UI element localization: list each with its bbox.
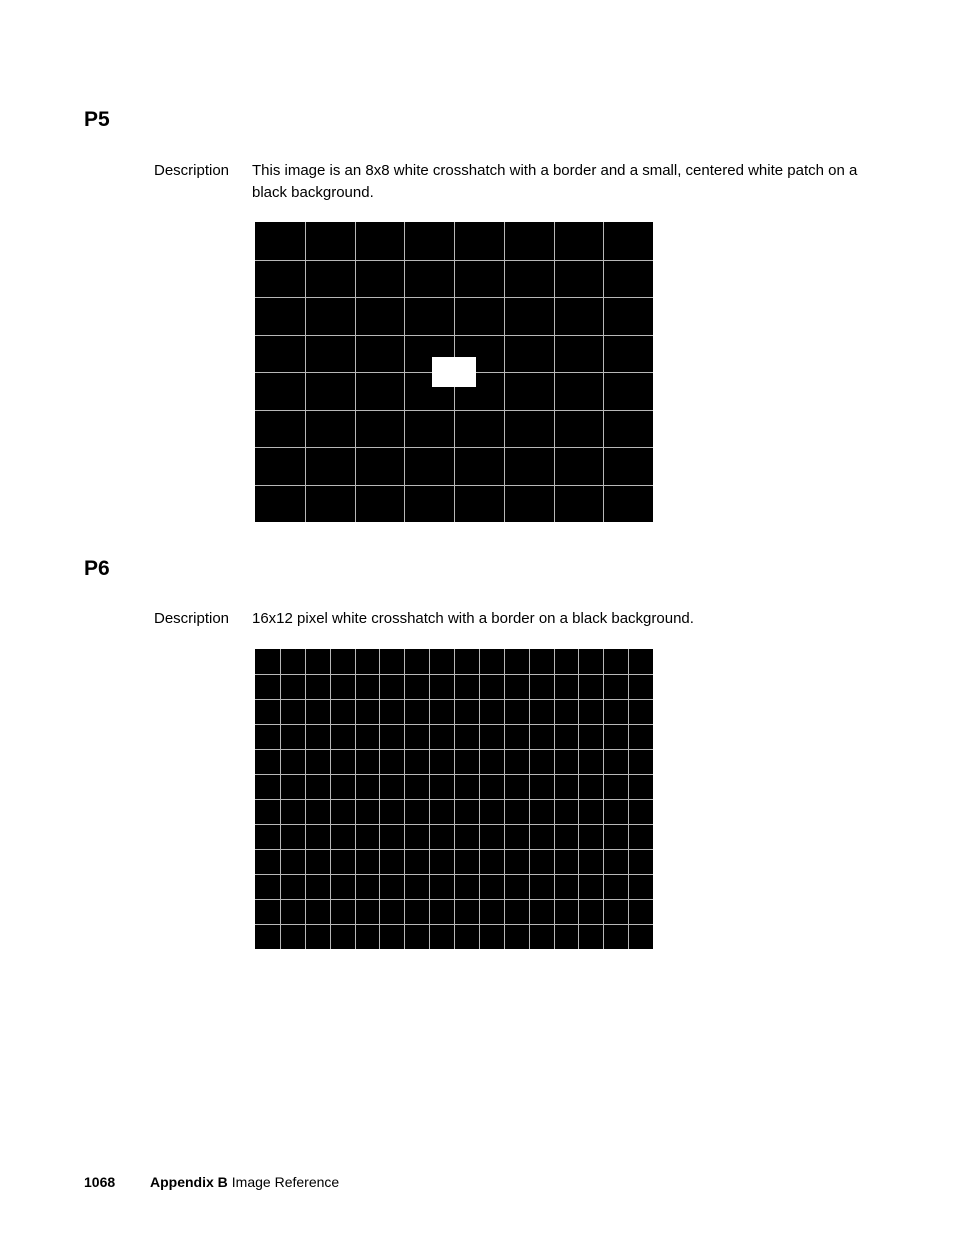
page-footer bbox=[84, 1173, 339, 1191]
crosshatch-image-p5 bbox=[255, 222, 653, 522]
description-text-p5: This image is an 8x8 white crosshatch with a border and a small, centered white patch on a black background. bbox=[252, 162, 858, 201]
center-patch bbox=[432, 357, 476, 387]
section-heading-p5: P5 bbox=[84, 108, 110, 131]
footer-appendix: Appendix B bbox=[150, 1174, 228, 1190]
footer-title: Image Reference bbox=[231, 1174, 340, 1190]
page-number: 1068 bbox=[84, 1174, 116, 1190]
crosshatch-image-p6 bbox=[255, 649, 653, 949]
description-label-p5: Description bbox=[154, 162, 230, 179]
description-text-p6: 16x12 pixel white crosshatch with a border on a black background. bbox=[252, 610, 694, 627]
description-label-p6: Description bbox=[154, 610, 230, 627]
section-heading-p6: P6 bbox=[84, 557, 110, 580]
